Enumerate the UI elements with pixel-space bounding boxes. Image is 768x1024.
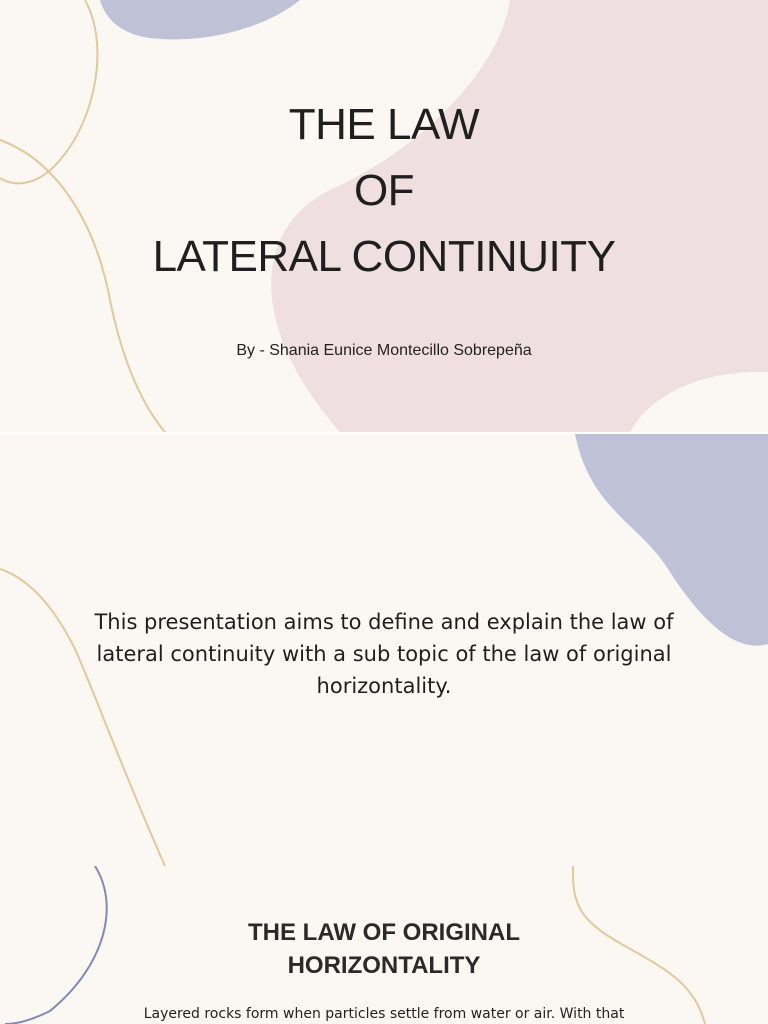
title-line: THE LAW OF ORIGINAL — [248, 919, 520, 946]
slide-title — [60, 92, 708, 290]
title-line: LATERAL CONTINUITY — [152, 232, 616, 281]
author-byline: By - Shania Eunice Montecillo Sobrepeña — [236, 342, 532, 359]
intro-slide — [0, 434, 768, 866]
content-slide — [0, 866, 768, 1024]
title-line: HORIZONTALITY — [287, 952, 481, 979]
body-text: Layered rocks form when particles settle from water or air. With that — [143, 1006, 625, 1022]
lavender-blob — [100, 0, 300, 39]
intro-paragraph: This presentation aims to define and explain the law of lateral continuity with a sub topic of the law of original horizontality. — [94, 610, 674, 698]
decorative-line — [5, 866, 107, 1024]
title-line: OF — [353, 166, 415, 215]
section-title — [160, 916, 608, 982]
title-line: THE LAW — [288, 100, 480, 149]
title-slide — [0, 0, 768, 432]
